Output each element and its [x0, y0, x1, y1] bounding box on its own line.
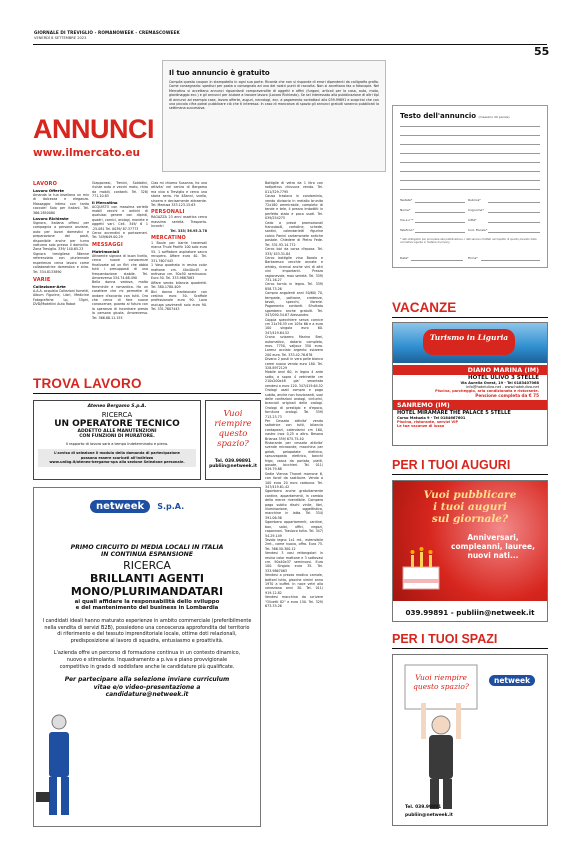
ad-text: Causa trasloco in condominio, vendo divisorio in metallo brunito 72x180 ammirabile, completo di tende e tele, il prezzo imbottiti in perfetto stato e poco usati. Tel. 039/254275	[265, 194, 323, 221]
spazi-text: Vuoi riempire questo spazio?	[413, 673, 469, 691]
businessman-icon	[34, 700, 82, 820]
ateneo-l4: CON FUNZIONI DI MURATORE.	[79, 434, 155, 439]
ad-text: Sgombero anche gratuitamente cantine, appartamenti, in cambio della merce rivendibile. Compero pago subito dischi vinile, libri, illuminazione, oggettistica, macchine in latta. Tel. 334/ 391.06.56	[265, 489, 323, 520]
spazi-email: publiin@netweek.it	[405, 813, 453, 818]
section-varie: VARIE	[33, 276, 51, 283]
trova-lavoro-title: TROVA LAVORO	[33, 376, 142, 391]
ad-text: Cerco accendini e portaceneri. Tel. 349/649.00.29	[92, 231, 148, 240]
sub-lavoro-offerte: Lavoro Offerte	[33, 188, 65, 193]
vuoi-riempire-ad	[205, 400, 261, 480]
column-4	[265, 181, 323, 821]
hotel2-address: Corso Matuzia 9 - Tel 0184667601	[397, 416, 466, 420]
ad-text: Mobile anni 60, in legno 4 ante sotto, a sopra 4 vetrinette cm 210x200x48 gia' smontato vendesi a euro 120. 347/419.64.52	[265, 370, 323, 388]
vuoi-text: Vuoi riempire questo spazio?	[214, 409, 252, 449]
ad-text: Ristorante per cessata attivita' svende microonde, macchina per gelati, pelapatate elettrico, spruzzapasta elettrico, banchi frigo, vasca da portata, piatti, posate, bicchieri. Tel. 011/ 919.79.88	[265, 440, 323, 472]
ad-text: Giapponesi, Trenini, Soldatini, riviste auto e vecchi moto, ritiro da mobili, contanti. Tel. 328/ 771.10.83	[92, 181, 148, 199]
hotel1-features: Piscina, parcheggio, aria condizionata e ristorante.	[435, 389, 539, 393]
ateneo-l8: www.unibg.it/ateneo-bergamo-spa alla sezione Selezione personale.	[49, 460, 185, 464]
netweek-p1: I candidati ideali hanno maturato esperienze in ambito commerciale (preferibilmente nella vendita di servizi B2B), possiedono una conoscenza approfondita del territorio di riferimento e del tessuto imprenditoriale locale, ottime doti relazionali, predisposizione al lavoro di squadra, entusiasmo e proattività.	[42, 618, 252, 644]
annunci-url: www.ilmercato.eu	[33, 147, 140, 159]
hotel2-extra: Le tue vacanze di lusso	[397, 424, 445, 428]
hotel1-pension: Pensione completa da € 75	[475, 393, 539, 398]
ad-text: Signora trevigliese 56enne referenziata con pluriennale esperienza cerca lavoro come collaboratrice domestica e stiro. Tel. 334.8133890	[33, 251, 89, 274]
ad-text: Cerco tornio in legno. Tel. 339/ 858.73.26	[265, 282, 323, 291]
ad-text: Cerco bici da corsa d'epoca. Tel. 333/ 453.31.84	[265, 247, 323, 256]
column-1	[33, 181, 89, 307]
ad-text: Cedo a prezzi promozionali francobolli, cartoline, schede, santini, calendarietti figurine calcio Panini cartamonete antiche postale. Chiedere di Pietro Fede. Tel. 331.93.14.772	[265, 220, 323, 247]
ateneo-role: UN OPERATORE TECNICO	[54, 419, 180, 429]
annunci-logo	[33, 60, 161, 170]
cake-icon	[399, 537, 443, 601]
section-rule	[33, 393, 261, 394]
coupon-text-line[interactable]	[400, 171, 540, 172]
coupon-text-line[interactable]	[400, 189, 540, 190]
hotel1-address: Via Aurelia Ovest, 19 - Tel 0183407068	[460, 381, 539, 385]
netweek-logo-text: netweek	[90, 500, 150, 513]
liguria-banner	[393, 323, 547, 363]
ateneo-info-box	[38, 449, 196, 467]
ad-text: Vendesi a prezzo modico carnale, bottoni lutto, giacche vimini anno 1970 a buffet. In noce vetri alla veneziana anni 30. Tel. 011/ 919.12.82	[265, 573, 323, 595]
coupon-text-line[interactable]	[400, 144, 540, 145]
auguri-headline	[393, 489, 547, 525]
ad-text: Sgombero appartamenti, cantine, box, solai, uffici, negozi, capannoni. Trasloco tutto. Tel. 347/ 54.29.149	[265, 520, 323, 538]
netweek-l1: PRIMO CIRCUITO DI MEDIA LOCALI IN ITALIA	[70, 544, 224, 551]
ateneo-l6: L'avviso di selezione il modulo della domanda di partecipazione	[54, 451, 180, 455]
ad-text: Crono svizzero Marina Brel, automatico, datario completo, mov. 7750, valjoux 350 euro. Lorenz acciaio argento svizzero 200 euro. Tel. 333.42.76.676	[265, 335, 323, 357]
ad-text: Vendesi macchina da scrivere "Olivetti 82" e euro 150. Tel. 329/ 673.33.26	[265, 595, 323, 608]
ad-text: Attraente signora di buon livello, cerca nuove conoscenze finalizzate ad un flirt che abbia tutti i presupposti di una frequentazione stabile. Tel. Amoreverso 334.74.68.490	[92, 253, 148, 280]
coupon-field-nome: Nome*	[400, 208, 411, 212]
coupon-hint: (massimo 20 parole)	[478, 115, 510, 119]
auguri-title: PER I TUOI AUGURI	[392, 458, 511, 472]
spazi-ad	[392, 654, 548, 826]
coupon-field-rubrica: Rubrica*	[468, 198, 481, 202]
ad-text: RAGAZZA 23 anni assetica cerca massima serietà. Trasporto. Incontri	[151, 215, 207, 229]
issue-date: VENERDÌ 8 SETTEMBRE 2023	[34, 36, 87, 40]
ad-text: Compro angolenti anni 50/60/ 70, tempade, poltrone, credenze, tavoli, specchi, librerie. Pagamento contanti. Sfruttato sgombero anche gratuiti. Tel. 347/090.54.67 Alessandro	[265, 291, 323, 318]
ad-text: Vendesi 3 vasi rettangolari in resina color mattone e 3 sottovasi cm. 90x40x37 seminuovi. Euro 100. Singolo euro 35. Tel. 333.9867063	[265, 551, 323, 573]
hotel1-web: info@hotelulivo.net - www.hotelulivo.net	[466, 385, 539, 389]
coupon-text-line[interactable]	[400, 153, 540, 154]
input-line[interactable]	[488, 222, 540, 223]
hotel1-name: HOTEL ULIVO 3 STELLE	[468, 375, 539, 381]
gratuito-box	[162, 60, 386, 172]
ad-text: Signora, italiana offresi per compagnia a persone anziane, auto per lavori domestici e preparazione dei pasti, disponibile anche per turno notturno solo presso il domicilio. Zona Treviglio. 339/ 140.65.23	[33, 221, 89, 252]
ad-phone: Tel. 333/ 56.95.3.78	[170, 228, 207, 233]
netweek-l6: ai quali affidare la responsabilità dello sviluppo	[74, 599, 220, 605]
coupon-field-via: Via e n°*	[400, 218, 414, 222]
input-line[interactable]	[488, 202, 540, 203]
netweek-l5: MONO/PLURIMANDATARI	[70, 585, 224, 598]
auguri-l5: compleanni, lauree,	[451, 542, 535, 551]
auguri-l4: Anniversari,	[467, 533, 519, 542]
section-rule	[392, 474, 548, 475]
input-line[interactable]	[488, 212, 540, 213]
input-line[interactable]	[415, 222, 465, 223]
netweek-p2: L'azienda offre un percorso di formazione continua in un contesto dinamico, nuovo e stimolante. Inquadramento a p.iva e piano provvigionale competitivo in grado di soddisfare anche le candidature più qualificate.	[53, 650, 241, 670]
ad-text: Coppia specchiere senza cornice cm 21x76.35 cm 105x 66 e a euro 100 singola euro 60. 347/419.64.52	[265, 317, 323, 335]
ad-text: Amanda la tua bisellana un mix di dolcezza e eleganza. Massaggio intimo con tanto coccole! Solo per italiani. Tel. 366.2850080	[33, 193, 89, 215]
input-line[interactable]	[415, 202, 465, 203]
sub-matrimoniali: Matrimoniali	[92, 248, 120, 254]
vacanze-title: VACANZE	[392, 300, 457, 315]
netweek-l4: BRILLANTI AGENTI	[90, 572, 204, 585]
section-personali: PERSONALI	[151, 209, 185, 216]
coupon-field-cognome: Cognome*	[468, 208, 484, 212]
coupon-field-codfiscale: Cod. Fiscale*	[468, 228, 488, 232]
auguri-ad	[392, 480, 548, 622]
netweek-l2: IN CONTINUA ESPANSIONE	[100, 551, 194, 558]
netweek-spa: S.p.A.	[157, 502, 185, 511]
paper-name: GIORNALE DI TREVIGLIO - ROMANOWEEK - CREMASCOWEEK	[34, 30, 180, 35]
coupon-text-line[interactable]	[400, 162, 540, 163]
ad-text: Bottiglie di vetro da 1 litro con rodipetrus chiusura vendo. Tel. 011/329.7795	[265, 181, 323, 194]
annunci-title: ANNUNCI	[33, 114, 154, 144]
vuoi-email: publiin@netweek.it	[209, 464, 257, 469]
ad-text: Cerco bottiglie vino Barolo e Barbaresco vecchie annate e whisky, ricercoi anche vini di altri vini importanti. Prezzo ragionevole, max serietà. Tel. 339/ 731.16.27	[265, 255, 323, 282]
page-number: 55	[534, 45, 550, 58]
ad-text: 1 Baule per barrie traversali marca Thule Pacific 100 solo euro 55. 1 soffiatore aspiratore sacco recupero. Affare euro 40. Tel. 331.7607443	[151, 241, 207, 263]
ad-text: Tavolo legno 1x1 mt., estensibile 2mt., come nuovo, offro. Euro 75. Tel. 366.50.300.12	[265, 537, 323, 551]
hotel2-location: SANREMO (IM)	[393, 400, 547, 410]
section-lavoro: LAVORO	[33, 181, 58, 187]
gratuito-title: Il tuo annuncio è gratuito	[169, 69, 270, 77]
input-line[interactable]	[415, 212, 465, 213]
ateneo-l3: ADDETTO ALLE MANUTENZIONI	[77, 429, 157, 434]
coupon-data-label: Data*	[400, 256, 409, 260]
input-line[interactable]	[415, 232, 465, 233]
ad-text: Sedie Vienna Thonet marrone 6, con fondi da sostituire. Vendo a 100 euro 20 euro cadauna. Tel. 347/419.61.42	[265, 471, 323, 490]
coupon-privacy: * dati obbligatori per procedere alla pubblicazione. I dati saranno trattati nel rispetto di quanto previsto dalla normativa vigente in materia di privacy.	[400, 238, 537, 244]
ad-text: ACQUISTO con massima serietà mobili vecchi e antichi di qualsiasi genere con dipinti, quadri, cornici, orologi, monete e oggetti vari. Cell. 349/ 6 1 .25.081 Tel. 0039/ 87.37773	[92, 204, 148, 231]
ateneo-ad	[33, 400, 201, 480]
ateneo-ricerca: RICERCA	[101, 411, 133, 419]
coupon-field-testata: Testata*	[400, 198, 413, 202]
ad-text: Ciao mi chiamo Susanna, ho una attivita' nel centro di Bergamo ma vivo a Treviglio e cerco una storia seria. Ho 48anni, snella, sincera e decisamente attraente. Tel. Medusa 333.123.15.63	[151, 181, 207, 208]
input-line[interactable]	[411, 260, 463, 261]
auguri-l2: i tuoi auguri	[433, 501, 507, 513]
auguri-l6: nuovi nati...	[467, 551, 519, 560]
ateneo-company: Ateneo Bergamo S.p.A.	[87, 404, 147, 409]
hotel2-features: Piscina, ristorante, servizi VIP	[397, 420, 459, 424]
gratuito-body: Compila questo coupon in stampatello in ogni sua parte. Ricorda che non si risponde di errori dipendenti da calligrafia grafia. Come consegnarlo: spedisci per posta o consegnalo ad uno dei nostri punti di raccolta. Non si accettano fax o fotocopie. Nel Mercatino si accettano annunci riguardanti compravendite di oggetti e affini (furgoni, articoli per la casa, auto, moto, giardinaggio ecc.) e gli annunci per aiutare a trovare lavoro (Lavoro Richiesto). Se sei interessato alla pubblicazione di altri tipi di annunci ad esempio case, lavoro offerte, auguri, necrologi, ecc. a pagamento contattaci allo 039.99891 e scoprirai che con una piccola cifra potrai pubblicare ciò che ti interessa. In caso di mancanza di spazio gli annunci gratuiti saranno pubblicati la settimana successiva.	[169, 80, 379, 111]
netweek-ad	[33, 487, 261, 827]
column-3	[151, 181, 207, 312]
netweek-l3: RICERCA	[123, 559, 171, 572]
auguri-l3: sul giornale?	[431, 513, 509, 525]
hotel2-name: HOTEL MIRAMARE THE PALACE 5 STELLE	[397, 410, 511, 416]
coupon-text-line[interactable]	[400, 126, 540, 127]
vacanze-ad	[392, 322, 548, 446]
spazi-tel: Tel. 039.99891	[405, 805, 442, 810]
ad-text: Bici donna tradizionale con cestino euro 50. Scaffale professionale euro 90. Lava asciuga pavimenti solo euro 90. Tel. 331.7607443	[151, 289, 207, 312]
coupon-field-telefono: Telefono*	[400, 228, 414, 232]
ad-text: Per Cessata attivita' vendo saltatrice con tutti, bilancia contapezzi, calendarini cm 160, nastro inox 0,25 a altro. Besana Brianza 339/ 675.75.40	[265, 418, 323, 441]
coupon-title: Testo dell'annuncio	[400, 112, 477, 120]
auguri-subtext	[443, 533, 543, 560]
netweek-logo	[90, 494, 184, 513]
sub-lavoro-richieste: Lavoro Richieste	[33, 216, 69, 222]
vuoi-tel: Tel. 039.99891	[214, 459, 252, 464]
column-2	[92, 181, 148, 320]
section-rule	[392, 648, 548, 649]
ad-text: Bella donna vedova, molto femminile e romantica. Ho un carattere che mi permette di andare d'accordo con tutti. Ora che cerco di fare nuove conoscenze, guardo al futuro con la speranza di incontrare presto la persona giusta. Amoreverso. Tel. 366.88.11.155	[92, 280, 148, 320]
section-rule	[392, 317, 548, 318]
ateneo-l7: possono essere scaricati all'indirizzo	[80, 455, 154, 460]
sub-mercatino: Il Mercatino	[92, 199, 118, 205]
ad-text: Affare vendo bilancia quadretti. Tel. 380.1780.409	[151, 280, 207, 290]
ad-text: Orologi usati compro e pago subito, anche non funzionanti, suoi delle confezioni orologi, cinturini, bracciali originali delle orologi. Orologi di prestigio e d'epoca, fornitura orologi. Tel. 339/ 713.23.73	[265, 388, 323, 419]
coupon-text-line[interactable]	[400, 180, 540, 181]
auguri-l1: Vuoi pubblicare	[423, 489, 517, 501]
ad-text: A.A.A. acquisto Collezioni fumetti, Album Figurine, Libri, Medicine Fotografiche Lp, 33giri, DVD/Modellini Auto Robot	[33, 288, 89, 307]
spazi-logo: netweek	[489, 675, 535, 686]
ad-text: Divano 2 posti in vera pelle bianco come nuovo vendo euro 180. Tel. 328.8972129	[265, 357, 323, 371]
netweek-l7: e del mantenimento del business in Lombardia	[75, 605, 219, 611]
ateneo-l5: Il rapporto di lavoro sarà a tempo indeterminato e pieno.	[65, 442, 169, 446]
coupon-firma-label: Firma*	[468, 256, 478, 260]
netweek-p3: Per partecipare alla selezione inviare curriculum vitae e/o video-presentazione a candidature@netweek.it	[64, 676, 230, 699]
coupon-text-line[interactable]	[400, 135, 540, 136]
hotel1-location: DIANO MARINA (IM)	[393, 365, 547, 375]
ad-text: 1 Vaso quadrato in resina color mattone cm. 40x40x45 e antivaso cm. 50x50 seminuovo. Euro 30. Tel. 333.9867063	[151, 263, 207, 281]
input-line[interactable]	[488, 232, 540, 233]
coupon-field-citta: Città*	[468, 218, 477, 222]
section-mercatino: MERCATINO	[151, 235, 186, 242]
auguri-contact: 039.99891 - publiin@netweek.it	[405, 608, 535, 617]
sub-collezione-arte: Collezione-Arte	[33, 283, 66, 289]
banner-turismo: Turismo in Liguria	[423, 329, 515, 355]
section-messaggi: MESSAGGI	[92, 241, 123, 248]
input-line[interactable]	[481, 260, 540, 261]
masthead-rule	[33, 44, 547, 45]
spazi-title: PER I TUOI SPAZI	[392, 632, 498, 646]
